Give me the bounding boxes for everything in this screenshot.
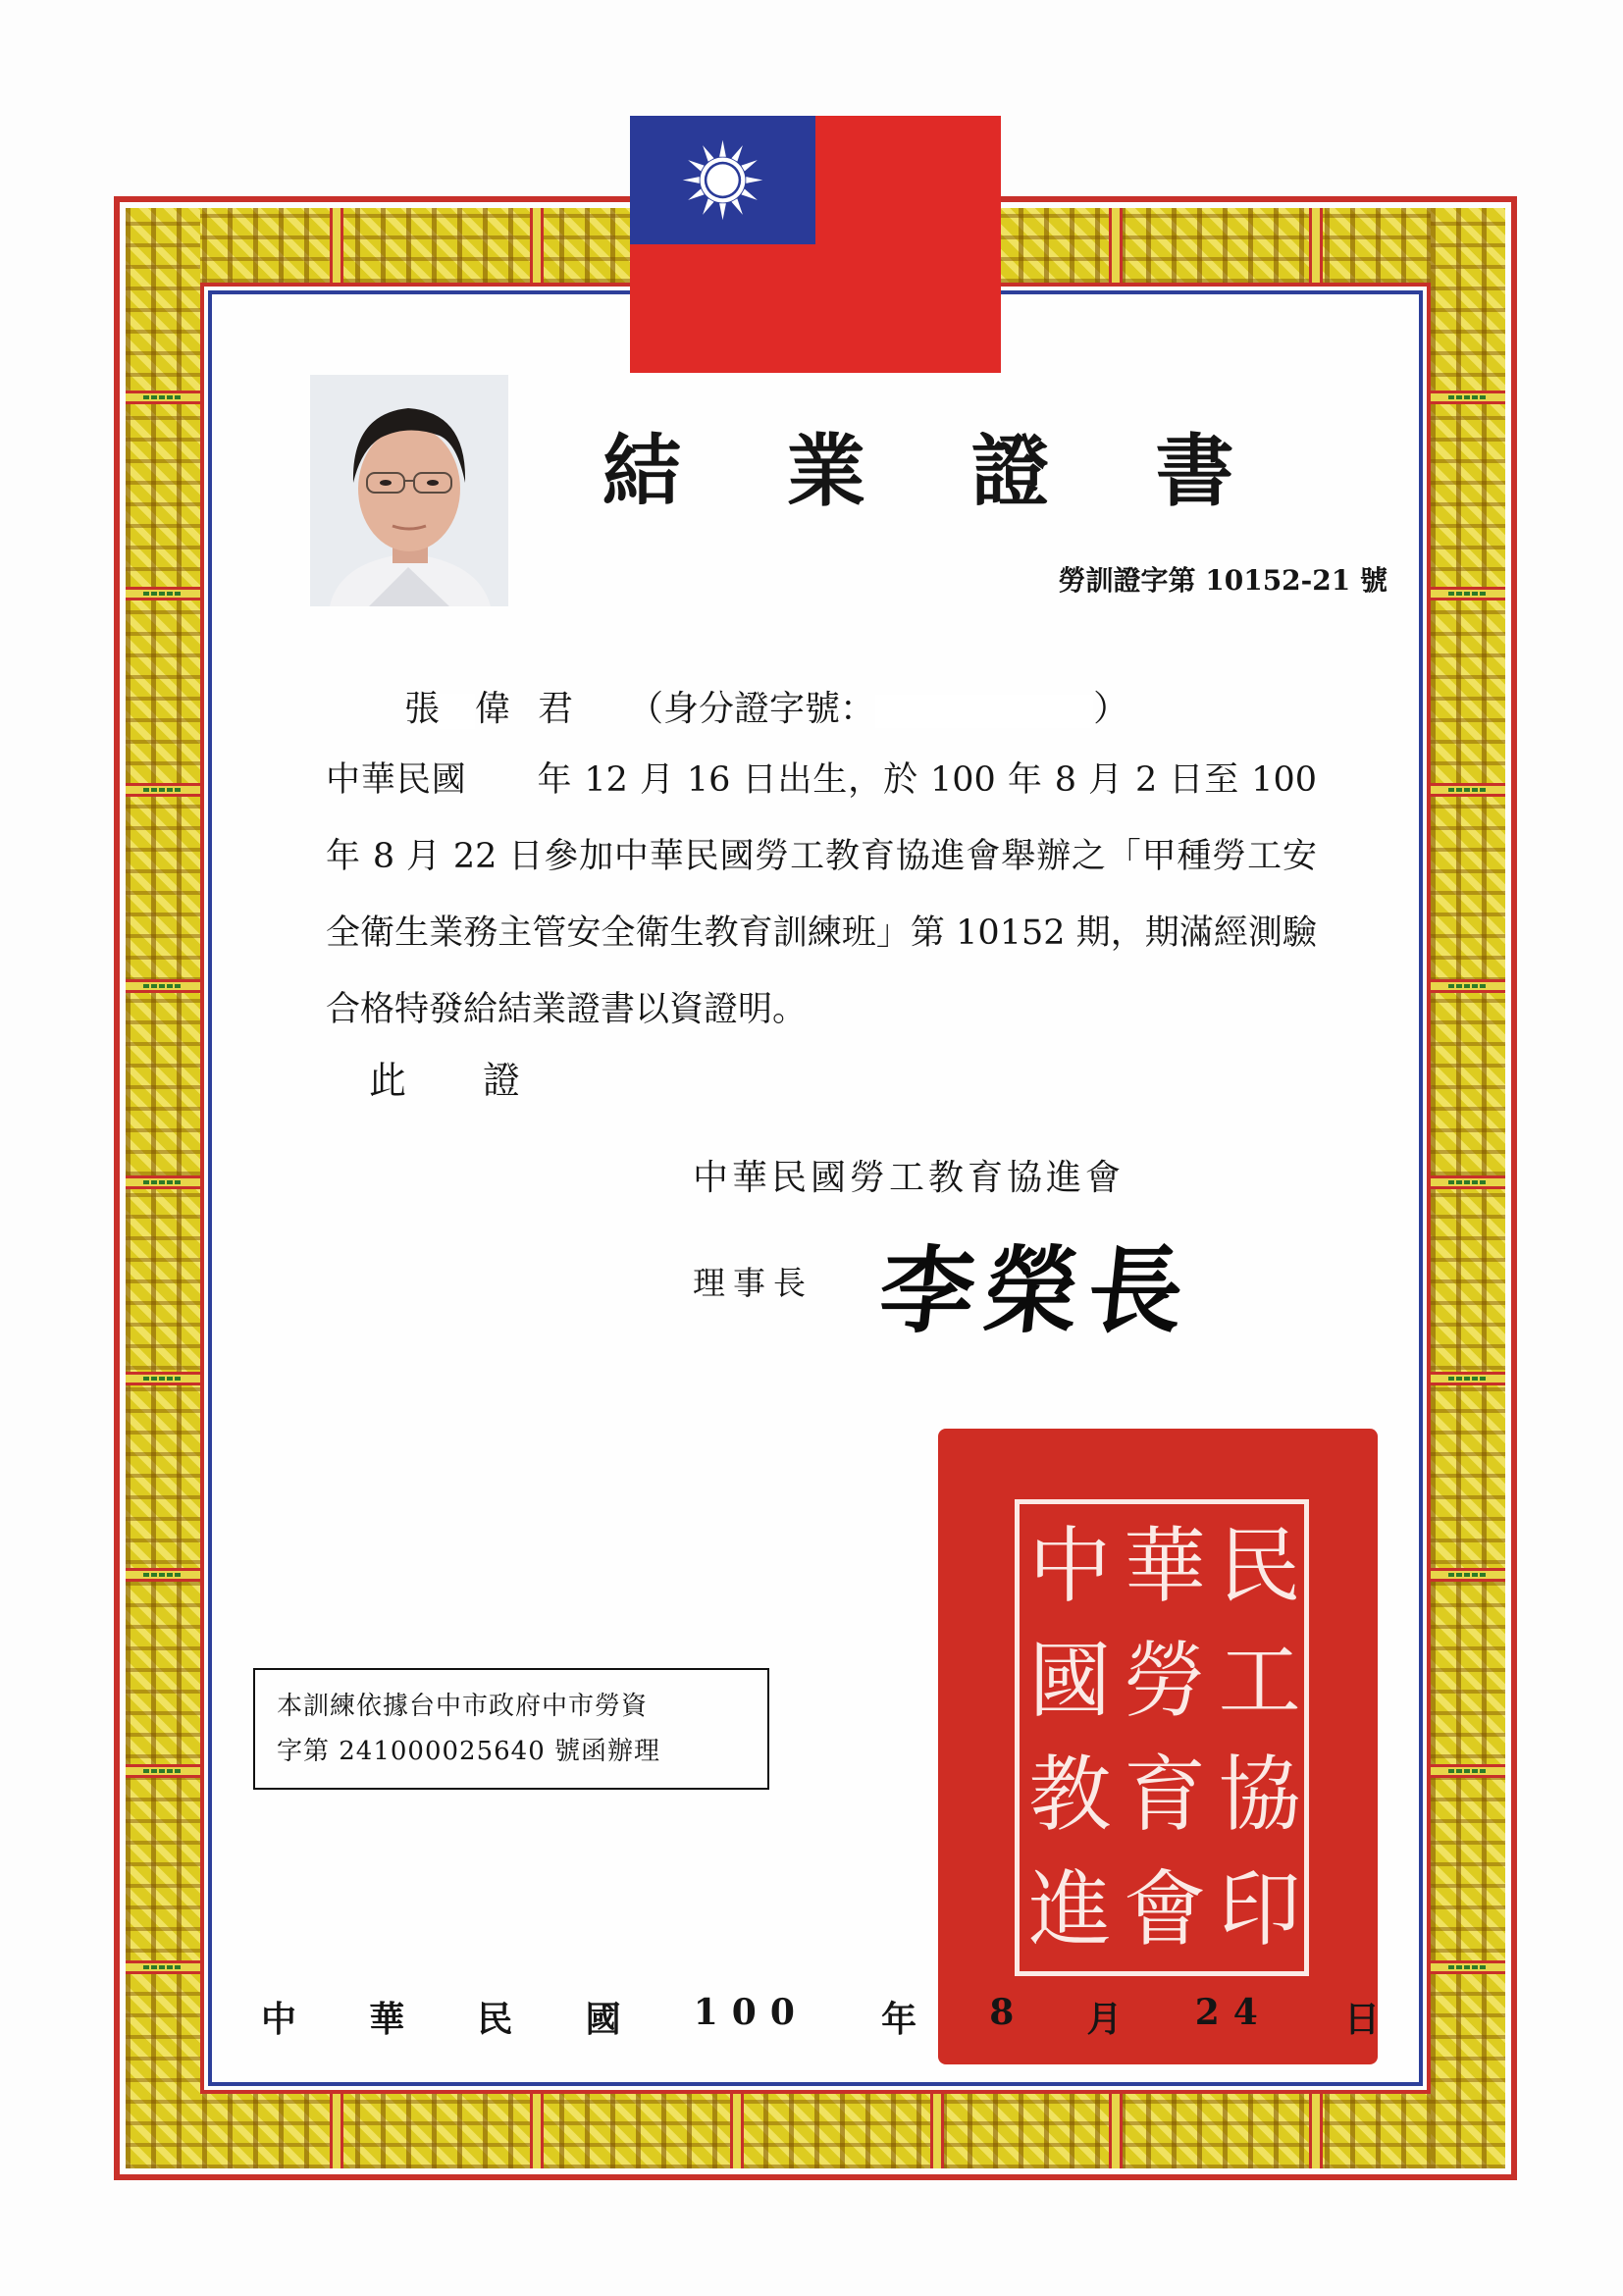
border-separator (1431, 1175, 1505, 1189)
border-separator (730, 2094, 744, 2168)
border-separator (126, 1175, 200, 1189)
date-era-char: 國 (585, 1999, 621, 2040)
date-month-unit: 月 (1086, 1999, 1123, 2040)
closing-phrase: 此證 (369, 1059, 598, 1102)
portrait-image (310, 375, 508, 606)
date-year-unit: 年 (881, 1999, 917, 2040)
white-sun-icon (681, 138, 764, 222)
border-separator (1309, 208, 1323, 283)
seal-char: 進 (1028, 1860, 1112, 1957)
seal-char: 教 (1028, 1747, 1112, 1843)
note-line-2: 字第 241000025640 號函辦理 (277, 1737, 661, 1766)
date-month: 8 (989, 1992, 1015, 2033)
authorization-note (253, 1668, 769, 1790)
id-number-label: （身分證字號： (628, 689, 876, 729)
border-separator (126, 587, 200, 600)
id-number-close: ） (1093, 689, 1129, 729)
seal-char: 印 (1218, 1860, 1301, 1957)
seal-char: 中 (1028, 1518, 1112, 1614)
border-separator (930, 2094, 944, 2168)
seal-char: 工 (1218, 1632, 1301, 1729)
issue-date (261, 1992, 1380, 2042)
border-separator (1431, 1372, 1505, 1385)
seal-char: 國 (1028, 1632, 1112, 1729)
note-line-1: 本訓練依據台中市政府中市勞資 (277, 1692, 649, 1721)
border-separator (126, 979, 200, 993)
border-separator (1431, 391, 1505, 404)
border-separator (1309, 2094, 1323, 2168)
date-day: 24 (1194, 1992, 1272, 2033)
seal-char: 會 (1123, 1860, 1206, 1957)
border-separator (126, 1568, 200, 1582)
border-separator (126, 1372, 200, 1385)
chair-title: 理事長 (693, 1264, 813, 1302)
border-separator (1431, 783, 1505, 797)
recipient-photo (310, 375, 508, 606)
flag-canton (630, 116, 815, 244)
recipient-line (404, 681, 1128, 731)
border-separator (530, 2094, 544, 2168)
date-era-char: 民 (477, 1999, 513, 2040)
recipient-surname: 張 (404, 689, 441, 729)
seal-char: 勞 (1123, 1632, 1206, 1729)
border-separator (1109, 2094, 1123, 2168)
date-era-char: 華 (369, 1999, 405, 2040)
border-separator (126, 1960, 200, 1974)
border-separator (126, 783, 200, 797)
border-separator (1431, 1960, 1505, 1974)
national-flag (630, 116, 1001, 373)
border-separator (530, 208, 544, 283)
border-separator (126, 391, 200, 404)
certificate-number: 勞訓證字第 10152-21 號 (1058, 564, 1387, 597)
recipient-honorific: 君 (538, 689, 574, 729)
seal-char: 民 (1218, 1518, 1301, 1614)
issuer-organization: 中華民國勞工教育協進會 (693, 1158, 1126, 1198)
border-separator (330, 2094, 343, 2168)
seal-characters (1022, 1509, 1307, 1966)
recipient-given-name: 偉 (475, 689, 511, 729)
date-year: 100 (693, 1992, 809, 2033)
certificate-body-text: 中華民國 年 12 月 16 日出生，於 100 年 8 月 2 日至 100 年 8 月 22 日參加中華民國勞工教育協進會舉辦之「甲種勞工安全衛生業務主管安全衛生教育訓練班」第 10152 期，期滿經測驗合格特發給結業證書以資證明。 (326, 760, 1317, 1029)
seal-char: 育 (1123, 1747, 1206, 1843)
border-separator (1431, 979, 1505, 993)
redacted-id-number (875, 695, 1093, 728)
date-era-char: 中 (261, 1999, 297, 2040)
border-separator (126, 1764, 200, 1778)
border-separator (1431, 1764, 1505, 1778)
border-separator (1431, 587, 1505, 600)
seal-char: 協 (1218, 1747, 1301, 1843)
border-separator (1109, 208, 1123, 283)
certificate-title: 結 業 證 書 (602, 425, 1274, 517)
official-seal (938, 1429, 1378, 2064)
border-separator (330, 208, 343, 283)
seal-char: 華 (1123, 1518, 1206, 1614)
chair-signature: 李榮長 (874, 1235, 1199, 1346)
date-day-unit: 日 (1343, 1999, 1380, 2040)
border-separator (1431, 1568, 1505, 1582)
redacted-name-char (440, 694, 475, 729)
